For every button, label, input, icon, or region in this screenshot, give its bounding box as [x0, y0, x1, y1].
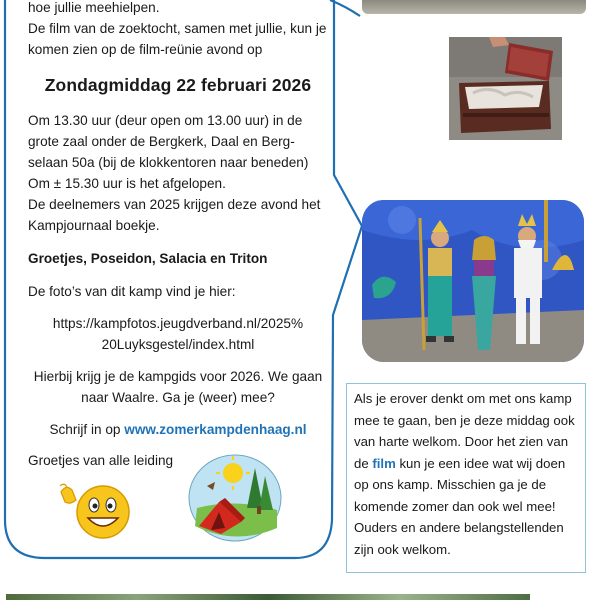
waving-smiley-icon	[54, 478, 136, 544]
tent-camp-icon	[185, 448, 285, 543]
event-time-text: Om 13.30 uur (deur open om 13.00 uur) in de grote zaal onder de Bergkerk, Daal en Berg-selaan 50a (bij de klokkentoren naar beneden)	[28, 113, 309, 170]
welcome-infobox	[346, 383, 586, 573]
photos-url-part-1[interactable]: https://kampfotos.jeugdverband.nl/2025%	[52, 316, 304, 331]
infobox-film-word: film	[372, 455, 396, 471]
signature: Groetjes, Poseidon, Salacia en Triton	[28, 251, 268, 266]
infobox-text-before: Als je erover denkt om met ons kamp mee te gaan, ben je deze middag ook van harte welkom. Door het zien van de	[354, 391, 575, 471]
bubble-line-1: hoe jullie meehielpen.	[28, 0, 160, 15]
kampgids-text: Hierbij krijg je de kampgids voor 2026. We gaan naar Waalre. Ga je (weer) mee?	[33, 369, 323, 405]
signup-line	[28, 419, 328, 440]
bubble-content	[28, 0, 328, 471]
bottom-photo-strip	[6, 594, 530, 600]
signup-prefix: Schrijf in op	[49, 422, 125, 437]
photos-url[interactable]	[28, 313, 328, 355]
infobox-text-after: kun je een idee wat wij doen op ons kamp. Misschien ga je de komende zomer dan ook wel mee! Ouders en andere belangstellenden zijn ook welkom.	[354, 455, 566, 557]
event-end-text: Om ± 15.30 uur is het afgelopen.	[28, 176, 226, 191]
leiding-greeting: Groetjes van alle leiding	[28, 453, 174, 468]
bubble-line-2: De film van de zoektocht, samen met jullie, kun je komen zien op de film-reünie avond op	[28, 21, 327, 57]
event-headline: Zondagmiddag 22 februari 2026	[44, 75, 312, 95]
signup-link[interactable]: www.zomerkampdenhaag.nl	[124, 422, 307, 437]
top-photo	[362, 0, 586, 14]
journal-text: De deelnemers van 2025 krijgen deze avond het Kampjournaal boekje.	[28, 197, 321, 233]
treasure-chest-photo	[449, 37, 562, 140]
costume-photo	[362, 200, 584, 362]
photos-url-part-2[interactable]: 20Luyksgestel/index.html	[101, 337, 255, 352]
photos-intro: De foto’s van dit kamp vind je hier:	[28, 284, 236, 299]
